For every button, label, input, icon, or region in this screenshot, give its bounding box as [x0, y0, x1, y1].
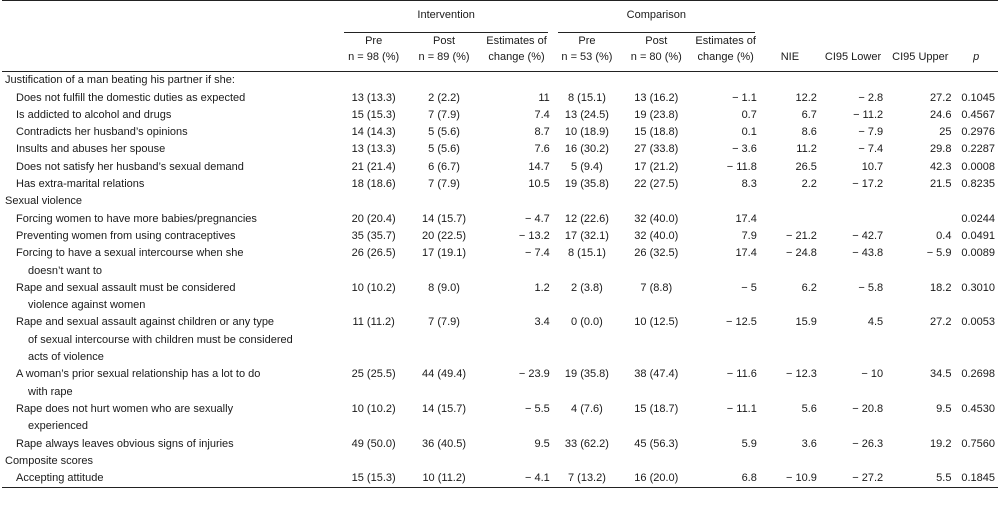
- cell-cmp-est: − 11.8: [726, 160, 757, 173]
- cell-ci-upper: 18.2: [930, 281, 952, 294]
- cell-cmp-est: − 3.6: [732, 143, 757, 156]
- cell-p-value: 0.1045: [961, 91, 995, 104]
- cell-p-value: 0.0089: [961, 247, 995, 260]
- cell-cmp-pre: 17 (32.1): [564, 229, 609, 242]
- table-row: [2, 245, 998, 280]
- table-row: [2, 141, 998, 158]
- cell-int-pre: 13 (13.3): [351, 143, 396, 156]
- cell-nie: 2.2: [801, 178, 817, 191]
- row-label-line: Rape and sexual assault must be considered: [16, 281, 236, 294]
- row-label-line: experienced: [28, 420, 88, 433]
- cell-int-post: 7 (7.9): [428, 108, 460, 121]
- cell-nie: 6.7: [801, 108, 817, 121]
- cell-ci-upper: 9.5: [936, 402, 952, 415]
- row-label-line: violence against women: [28, 299, 146, 312]
- cell-int-pre: 35 (35.7): [351, 229, 396, 242]
- row-label: [2, 107, 339, 124]
- cell-ci-lower: − 42.7: [852, 229, 884, 242]
- cell-int-est: − 7.4: [525, 247, 550, 260]
- row-label-line: Is addicted to alcohol and drugs: [16, 108, 172, 121]
- cell-int-est: 7.4: [534, 108, 550, 121]
- cell-ci-upper: 5.5: [886, 470, 954, 488]
- cell-ci-lower: − 11.2: [853, 108, 884, 121]
- col-header-int-pre: Pre n = 98 (%): [339, 33, 407, 72]
- row-label-line: with rape: [28, 385, 73, 398]
- cell-cmp-post: 7 (8.8): [640, 281, 673, 294]
- row-label-line: Accepting attitude: [16, 472, 104, 485]
- col-header-cmp-pre: Pre n = 53 (%): [553, 33, 621, 72]
- col-header-p: p: [954, 33, 998, 72]
- cell-int-post: 14 (15.7): [422, 402, 467, 415]
- row-label-line: Rape does not hurt women who are sexually: [16, 402, 234, 415]
- cell-p-value: 0.0008: [961, 160, 995, 173]
- col-header-ci-upper: CI95 Upper: [886, 33, 954, 72]
- cell-cmp-est: − 5: [741, 281, 757, 294]
- cell-cmp-post: 45 (56.3): [634, 437, 679, 450]
- row-label: [2, 470, 339, 488]
- section-title: Sexual violence: [5, 195, 83, 208]
- cell-int-est: 7.6: [534, 143, 550, 156]
- cell-ci-upper: 19.2: [930, 437, 952, 450]
- cell-cmp-post: 16 (20.0): [621, 470, 691, 488]
- row-label: [2, 401, 339, 436]
- cell-int-pre: 15 (15.3): [351, 108, 396, 121]
- cell-int-post: 5 (5.6): [428, 143, 460, 156]
- cell-cmp-est: 7.9: [741, 229, 757, 242]
- table-row: [2, 90, 998, 107]
- col-header-cmp-post: Post n = 80 (%): [621, 33, 691, 72]
- cell-nie: 8.6: [801, 126, 817, 139]
- cell-ci-lower: − 10: [861, 368, 884, 381]
- cell-int-post: 44 (49.4): [422, 368, 467, 381]
- cell-p-value: 0.2976: [961, 126, 995, 139]
- row-label-line: Forcing to have a sexual intercourse when she: [16, 247, 244, 260]
- cell-nie: − 21.2: [786, 229, 817, 242]
- cell-cmp-post: 22 (27.5): [634, 178, 679, 191]
- table-row: [2, 211, 998, 228]
- cell-int-pre: 21 (21.4): [351, 160, 396, 173]
- table-row: [2, 280, 998, 315]
- table-row: [2, 159, 998, 176]
- cell-cmp-est: 6.8: [692, 470, 760, 488]
- section-title: Justification of a man beating his partner if she:: [5, 74, 235, 87]
- cell-ci-lower: [820, 211, 886, 228]
- cell-int-pre: 20 (20.4): [351, 212, 396, 225]
- cell-cmp-post: 32 (40.0): [634, 212, 679, 225]
- cell-nie: 12.2: [795, 91, 817, 104]
- cell-int-post: 20 (22.5): [422, 229, 467, 242]
- row-label: [2, 159, 339, 176]
- row-label-line: acts of violence: [28, 351, 104, 364]
- row-label: [2, 90, 339, 107]
- cell-int-est: − 13.2: [518, 229, 550, 242]
- cell-ci-upper: 27.2: [930, 91, 952, 104]
- row-label-line: Insults and abuses her spouse: [16, 143, 166, 156]
- cell-cmp-pre: 33 (62.2): [564, 437, 609, 450]
- row-label: [2, 124, 339, 141]
- cell-p-value: 0.4567: [961, 108, 995, 121]
- cell-cmp-pre: 10 (18.9): [564, 126, 609, 139]
- cell-cmp-est: 0.7: [741, 108, 757, 121]
- col-header-cmp-est: Estimates of change (%): [692, 33, 760, 72]
- cell-int-pre: 11 (11.2): [352, 316, 395, 329]
- cell-cmp-est: − 1.1: [732, 91, 757, 104]
- cell-cmp-post: 15 (18.8): [634, 126, 679, 139]
- cell-cmp-pre: 4 (7.6): [571, 402, 603, 415]
- cell-ci-lower: − 5.8: [858, 281, 884, 294]
- cell-cmp-pre: 19 (35.8): [564, 368, 609, 381]
- cell-cmp-pre: 7 (13.2): [553, 470, 621, 488]
- cell-cmp-pre: 12 (22.6): [564, 212, 609, 225]
- cell-cmp-est: − 11.1: [726, 402, 757, 415]
- row-label-line: of sexual intercourse with children must be considered: [28, 333, 293, 346]
- row-label: [2, 314, 339, 366]
- cell-ci-lower: − 26.3: [852, 437, 884, 450]
- cell-int-est: 8.7: [534, 126, 550, 139]
- cell-ci-upper: 34.5: [930, 368, 952, 381]
- results-table: [2, 0, 998, 488]
- cell-ci-upper: − 5.9: [926, 247, 952, 260]
- cell-p-value: 0.3010: [961, 281, 995, 294]
- col-header-nie: NIE: [760, 33, 820, 72]
- cell-nie: − 24.8: [786, 247, 817, 260]
- cell-nie: 11.2: [796, 143, 817, 156]
- cell-cmp-est: 17.4: [735, 212, 757, 225]
- row-label-line: Has extra-marital relations: [16, 178, 145, 191]
- table-row: [2, 366, 998, 401]
- cell-int-est: 1.2: [534, 281, 550, 294]
- cell-nie: 6.2: [801, 281, 817, 294]
- cell-int-post: 36 (40.5): [422, 437, 467, 450]
- cell-nie: 15.9: [795, 316, 817, 329]
- table-row: [2, 228, 998, 245]
- cell-ci-lower: − 2.8: [858, 91, 884, 104]
- cell-ci-lower: − 17.2: [852, 178, 884, 191]
- cell-int-pre: 14 (14.3): [351, 126, 396, 139]
- row-label: [2, 141, 339, 158]
- cell-int-post: 7 (7.9): [428, 316, 460, 329]
- cell-cmp-post: 19 (23.8): [634, 108, 679, 121]
- cell-nie: − 12.3: [786, 368, 817, 381]
- cell-nie: 5.6: [801, 402, 817, 415]
- intervention-group-header: Intervention: [339, 1, 552, 34]
- cell-ci-lower: − 20.8: [852, 402, 884, 415]
- table-row: [2, 124, 998, 141]
- cell-ci-upper: 21.5: [930, 178, 952, 191]
- cell-ci-lower: 4.5: [867, 316, 884, 329]
- table-row: [2, 176, 998, 193]
- cell-int-post: 5 (5.6): [428, 126, 460, 139]
- cell-int-post: 7 (7.9): [428, 178, 460, 191]
- cell-ci-upper: [886, 211, 954, 228]
- cell-cmp-pre: 19 (35.8): [564, 178, 609, 191]
- row-label: [2, 176, 339, 193]
- cell-cmp-est: − 11.6: [726, 368, 757, 381]
- cell-cmp-pre: 16 (30.2): [564, 143, 609, 156]
- row-label-line: doesn’t want to: [28, 264, 102, 277]
- cell-cmp-pre: 8 (15.1): [567, 91, 606, 104]
- cell-cmp-est: 0.1: [741, 126, 757, 139]
- row-label-line: Preventing women from using contraceptives: [16, 229, 236, 242]
- cell-ci-upper: 24.6: [930, 108, 952, 121]
- col-header-ci-lower: CI95 Lower: [820, 33, 886, 72]
- cell-cmp-post: 38 (47.4): [634, 368, 679, 381]
- cell-int-est: 9.5: [534, 437, 550, 450]
- cell-nie: − 10.9: [760, 470, 820, 488]
- cell-cmp-post: 32 (40.0): [634, 229, 679, 242]
- cell-ci-upper: 27.2: [930, 316, 952, 329]
- row-label-line: Does not satisfy her husband’s sexual demand: [16, 160, 244, 173]
- cell-int-post: 8 (9.0): [428, 281, 460, 294]
- cell-ci-lower: − 7.4: [858, 143, 884, 156]
- table-row: [2, 107, 998, 124]
- cell-cmp-est: − 12.5: [725, 316, 757, 329]
- section-header-row: [2, 193, 998, 210]
- cell-cmp-post: 13 (16.2): [634, 91, 679, 104]
- section-header-row: [2, 453, 998, 470]
- cell-cmp-est: 17.4: [735, 247, 757, 260]
- row-label-line: Rape always leaves obvious signs of injuries: [16, 437, 234, 450]
- table-row: [2, 314, 998, 366]
- row-label-line: Contradicts her husband’s opinions: [16, 126, 188, 139]
- cell-p-value: 0.1845: [954, 470, 998, 488]
- cell-cmp-post: 15 (18.7): [634, 402, 679, 415]
- cell-cmp-pre: 8 (15.1): [567, 247, 606, 260]
- cell-cmp-est: 5.9: [741, 437, 757, 450]
- cell-cmp-pre: 2 (3.8): [571, 281, 603, 294]
- cell-cmp-post: 17 (21.2): [634, 160, 679, 173]
- cell-int-pre: 18 (18.6): [351, 178, 396, 191]
- cell-nie: 26.5: [795, 160, 817, 173]
- cell-int-post: 6 (6.7): [428, 160, 460, 173]
- cell-int-est: 14.7: [528, 160, 550, 173]
- cell-cmp-post: 10 (12.5): [634, 316, 679, 329]
- cell-int-est: − 4.1: [480, 470, 553, 488]
- cell-ci-upper: 25: [939, 126, 952, 139]
- cell-cmp-post: 27 (33.8): [634, 143, 679, 156]
- cell-int-est: 11: [538, 91, 550, 104]
- row-label-line: Forcing women to have more babies/pregnancies: [16, 212, 257, 225]
- table-body: [2, 72, 998, 488]
- cell-int-est: − 5.5: [525, 402, 550, 415]
- cell-p-value: 0.7560: [961, 437, 995, 450]
- cell-p-value: 0.0244: [961, 212, 995, 225]
- cell-int-pre: 10 (10.2): [351, 402, 396, 415]
- cell-int-post: 10 (11.2): [408, 470, 480, 488]
- cell-nie: [760, 211, 820, 228]
- cell-int-est: 10.5: [528, 178, 550, 191]
- cell-ci-upper: 29.8: [930, 143, 952, 156]
- table-row: [2, 401, 998, 436]
- cell-int-est: − 23.9: [518, 368, 550, 381]
- cell-p-value: 0.8235: [961, 178, 995, 191]
- cell-int-est: − 4.7: [525, 212, 550, 225]
- cell-cmp-pre: 0 (0.0): [571, 316, 603, 329]
- row-label-line: Does not fulfill the domestic duties as expected: [16, 91, 246, 104]
- cell-ci-lower: 10.7: [861, 160, 884, 173]
- cell-cmp-pre: 13 (24.5): [564, 108, 609, 121]
- section-title: Composite scores: [5, 454, 94, 467]
- cell-cmp-pre: 5 (9.4): [571, 160, 603, 173]
- cell-int-pre: 15 (15.3): [339, 470, 407, 488]
- cell-int-est: 3.4: [534, 316, 550, 329]
- cell-int-pre: 13 (13.3): [351, 91, 396, 104]
- row-label: [2, 280, 339, 315]
- cell-cmp-est: 8.3: [741, 178, 757, 191]
- row-label: [2, 228, 339, 245]
- col-header-int-est: Estimates of change (%): [480, 33, 553, 72]
- cell-int-post: 14 (15.7): [422, 212, 467, 225]
- cell-ci-lower: − 43.8: [852, 247, 884, 260]
- row-label: [2, 436, 339, 453]
- cell-p-value: 0.2287: [961, 143, 995, 156]
- cell-int-pre: 26 (26.5): [351, 247, 396, 260]
- col-header-int-post: Post n = 89 (%): [408, 33, 480, 72]
- row-label-line: Rape and sexual assault against children or any type: [16, 316, 275, 329]
- cell-ci-lower: − 7.9: [858, 126, 884, 139]
- row-label: [2, 366, 339, 401]
- cell-p-value: 0.0491: [961, 229, 995, 242]
- table-row: [2, 470, 998, 488]
- stub-header: [2, 1, 339, 34]
- cell-int-post: 17 (19.1): [422, 247, 467, 260]
- row-label-line: A woman’s prior sexual relationship has a lot to do: [16, 368, 261, 381]
- cell-p-value: 0.2698: [961, 368, 995, 381]
- cell-int-post: 2 (2.2): [428, 91, 460, 104]
- cell-ci-upper: 0.4: [936, 229, 952, 242]
- cell-int-pre: 10 (10.2): [351, 281, 396, 294]
- row-label: [2, 211, 339, 228]
- section-header-row: [2, 72, 998, 90]
- row-label: [2, 245, 339, 280]
- table-row: [2, 436, 998, 453]
- comparison-group-header: Comparison: [553, 1, 760, 34]
- cell-ci-lower: − 27.2: [820, 470, 886, 488]
- cell-nie: 3.6: [801, 437, 817, 450]
- cell-p-value: 0.0053: [961, 316, 995, 329]
- cell-int-pre: 49 (50.0): [351, 437, 396, 450]
- cell-p-value: 0.4530: [961, 402, 995, 415]
- cell-int-pre: 25 (25.5): [351, 368, 396, 381]
- cell-ci-upper: 42.3: [930, 160, 952, 173]
- cell-cmp-post: 26 (32.5): [634, 247, 679, 260]
